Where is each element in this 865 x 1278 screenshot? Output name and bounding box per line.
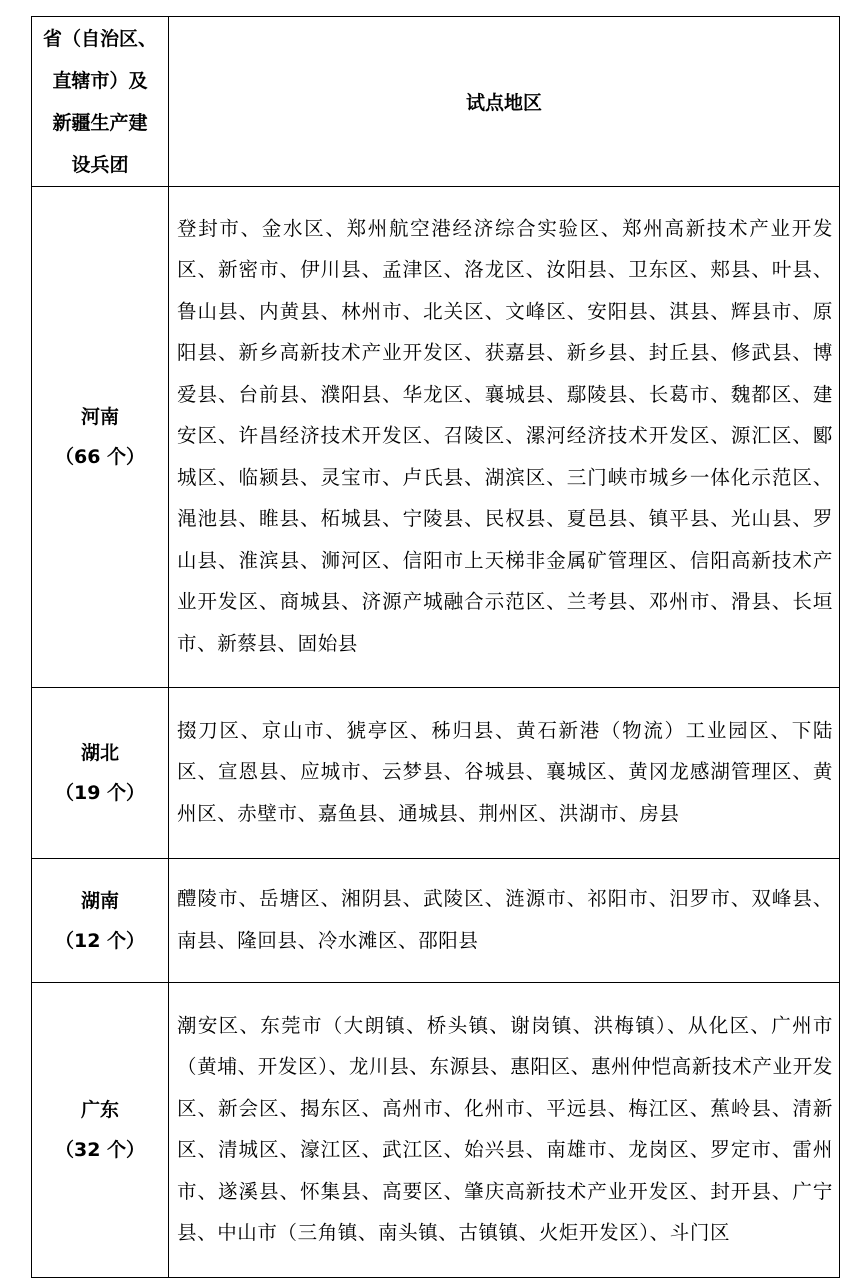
province-cell [32, 187, 169, 688]
header-province-line: 新疆生产建 [52, 112, 148, 134]
pilot-areas-cell: 掇刀区、京山市、猇亭区、秭归县、黄石新港（物流）工业园区、下陆区、宣恩县、应城市、云梦县、谷城县、襄城区、黄冈龙感湖管理区、黄州区、赤壁市、嘉鱼县、通城县、荆州区、洪湖市、房县 [169, 688, 840, 859]
pilot-areas-cell: 登封市、金水区、郑州航空港经济综合实验区、郑州高新技术产业开发区、新密市、伊川县、孟津区、洛龙区、汝阳县、卫东区、郏县、叶县、鲁山县、内黄县、林州市、北关区、文峰区、安阳县、淇县、辉县市、原阳县、新乡高新技术产业开发区、获嘉县、新乡县、封丘县、修武县、博爱县、台前县、濮阳县、华龙区、襄城县、鄢陵县、长葛市、魏都区、建安区、许昌经济技术开发区、召陵区、漯河经济技术开发区、源汇区、郾城区、临颍县、灵宝市、卢氏县、湖滨区、三门峡市城乡一体化示范区、渑池县、睢县、柘城县、宁陵县、民权县、夏邑县、镇平县、光山县、罗山县、淮滨县、浉河区、信阳市上天梯非金属矿管理区、信阳高新技术产业开发区、商城县、济源产城融合示范区、兰考县、邓州市、滑县、长垣市、新蔡县、固始县 [169, 187, 840, 688]
province-name: 河南 [80, 406, 119, 428]
table-row [32, 688, 840, 859]
province-count: （12 个） [54, 929, 146, 952]
header-province-line: 直辖市）及 [52, 70, 148, 92]
header-province-cell [32, 17, 169, 187]
province-count: （32 个） [54, 1139, 146, 1161]
province-cell [32, 859, 169, 983]
pilot-areas-cell: 潮安区、东莞市（大朗镇、桥头镇、谢岗镇、洪梅镇）、从化区、广州市（黄埔、开发区）、龙川县、东源县、惠阳区、惠州仲恺高新技术产业开发区、新会区、揭东区、高州市、化州市、平远县、梅江区、蕉岭县、清新区、清城区、濠江区、武江区、始兴县、南雄市、龙岗区、罗定市、雷州市、遂溪县、怀集县、高要区、肇庆高新技术产业开发区、封开县、广宁县、中山市（三角镇、南头镇、古镇镇、火炬开发区）、斗门区 [169, 983, 840, 1278]
province-cell [32, 688, 169, 859]
pilot-areas-table [31, 16, 840, 1278]
table-row [32, 187, 840, 688]
header-province-line: 省（自治区、 [42, 28, 157, 50]
header-areas-cell: 试点地区 [169, 17, 840, 187]
province-count: （19 个） [54, 782, 146, 804]
pilot-areas-cell: 醴陵市、岳塘区、湘阴县、武陵区、涟源市、祁阳市、汨罗市、双峰县、南县、隆回县、冷水滩区、邵阳县 [169, 859, 840, 983]
province-name: 湖南 [80, 889, 119, 912]
header-row [32, 17, 840, 187]
table-row [32, 859, 840, 983]
province-cell [32, 983, 169, 1278]
header-province-line: 设兵团 [71, 154, 129, 176]
province-count: （66 个） [54, 446, 146, 468]
table-row [32, 983, 840, 1278]
province-name: 广东 [80, 1099, 119, 1121]
province-name: 湖北 [80, 742, 119, 764]
